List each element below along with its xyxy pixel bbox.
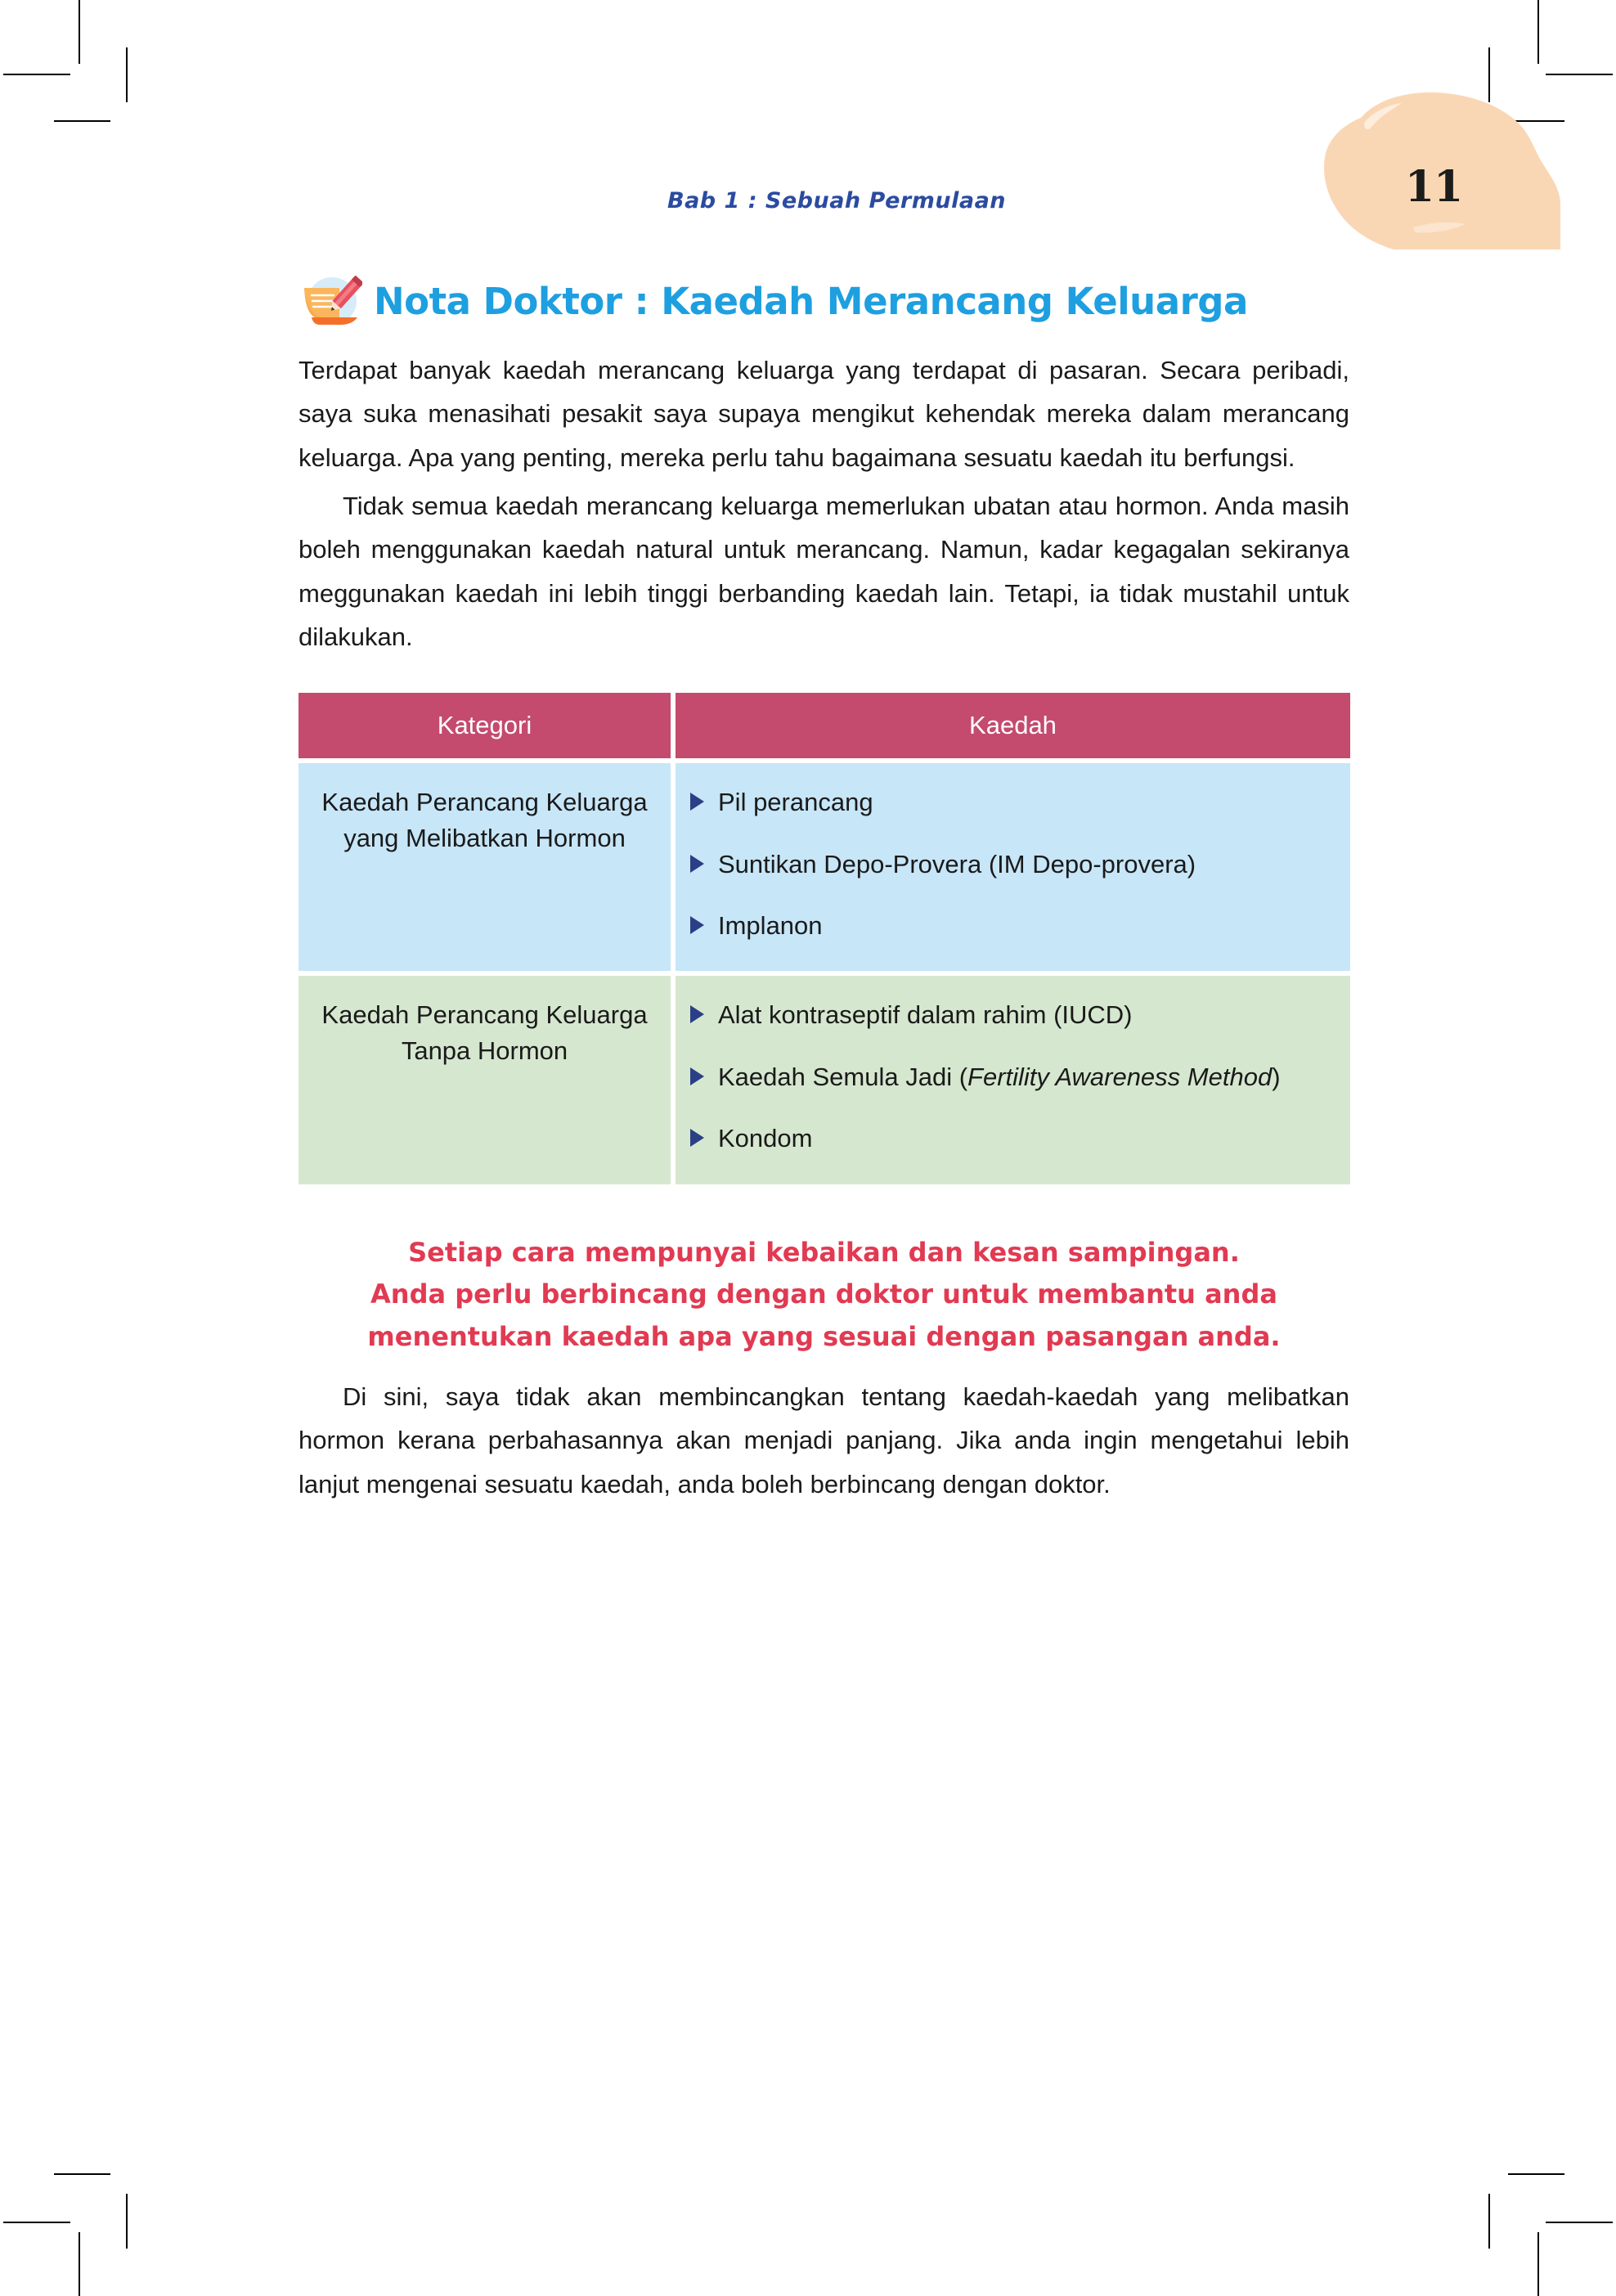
paragraph-intro: Terdapat banyak kaedah merancang keluarga yang terdapat di pasaran. Secara peribadi, saya suka menasihati pesakit saya supaya mengikut kehendak mereka dalam merancang keluarga. Apa yang penting, mereka perlu tahu bagaimana sesuatu kaedah itu berfungsi. [299,356,1349,472]
emphasis-line-2: Anda perlu berbincang dengan doktor untuk membantu anda [370,1278,1277,1310]
list-item [690,1121,1335,1156]
running-header: Bab 1 : Sebuah Permulaan [667,188,1007,213]
crop-mark-bleed-top-left-h [3,74,70,75]
crop-mark-bleed-bottom-left-v [79,2232,80,2296]
crop-mark-trim-bottom-right-v [1488,2194,1490,2249]
method-label: Kaedah Semula Jadi ( [718,1062,968,1091]
emphasis-callout [299,1232,1349,1359]
method-label: Suntikan Depo-Provera (IM Depo-provera) [718,849,1196,878]
triangle-bullet-icon [690,916,704,934]
methods-list-non-hormonal [690,997,1335,1156]
list-item [690,1059,1335,1094]
emphasis-line-1: Setiap cara mempunyai kebaikan dan kesan sampingan. [408,1236,1240,1268]
method-label: Alat kontraseptif dalam rahim (IUCD) [718,1000,1133,1030]
table-header-kaedah: Kaedah [676,693,1350,758]
triangle-bullet-icon [690,855,704,873]
method-label-italic: Fertility Awareness Method [967,1062,1273,1091]
method-label-after: ) [1272,1062,1281,1091]
crop-mark-trim-bottom-left-h [54,2173,110,2175]
triangle-bullet-icon [690,793,704,811]
crop-mark-trim-bottom-left-v [126,2194,128,2249]
crop-mark-bleed-top-right-h [1546,74,1613,75]
page-number: 11 [1404,162,1463,212]
table-cell-methods-hormonal [676,763,1350,971]
note-pencil-icon [299,272,362,330]
list-item [690,847,1335,882]
section-title-row [299,272,1349,330]
method-label: Kondom [718,1124,813,1153]
triangle-bullet-icon [690,1067,704,1085]
page-content [299,272,1349,1511]
table-row-non-hormonal [299,976,1350,1184]
crop-mark-bleed-bottom-left-h [3,2222,70,2223]
table-header-kategori: Kategori [299,693,671,758]
triangle-bullet-icon [690,1129,704,1147]
crop-mark-bleed-bottom-right-h [1546,2222,1613,2223]
family-planning-methods-table [294,688,1355,1188]
table-cell-category-non-hormonal: Kaedah Perancang Keluarga Tanpa Hormon [299,976,671,1184]
crop-mark-bleed-bottom-right-v [1537,2232,1539,2296]
crop-mark-trim-top-left-h [54,120,110,122]
crop-mark-trim-bottom-right-h [1508,2173,1564,2175]
crop-mark-bleed-top-left-v [79,0,80,64]
list-item [690,997,1335,1032]
table-row-hormonal [299,763,1350,971]
triangle-bullet-icon [690,1005,704,1023]
method-label: Implanon [718,910,823,940]
method-label: Pil perancang [718,788,873,817]
table-cell-category-hormonal: Kaedah Perancang Keluarga yang Melibatkan Hormon [299,763,671,971]
section-title: Nota Doktor : Kaedah Merancang Keluarga [374,279,1248,323]
paragraph-natural-methods: Tidak semua kaedah merancang keluarga memerlukan ubatan atau hormon. Anda masih boleh menggunakan kaedah natural untuk merancang. Namun, kadar kegagalan sekiranya meggunakan kaedah ini lebih tinggi berbanding kaedah lain. Tetapi, ia tidak mustahil untuk dilakukan. [299,491,1349,651]
list-item [690,908,1335,943]
crop-mark-bleed-top-right-v [1537,0,1539,64]
table-cell-methods-non-hormonal [676,976,1350,1184]
emphasis-line-3: menentukan kaedah apa yang sesuai dengan pasangan anda. [367,1321,1281,1353]
paragraph-closing: Di sini, saya tidak akan membincangkan tentang kaedah-kaedah yang melibatkan hormon kerana perbahasannya akan menjadi panjang. Jika anda ingin mengetahui lebih lanjut mengenai sesuatu kaedah, anda boleh berbincang dengan doktor. [299,1382,1349,1498]
crop-mark-trim-top-left-v [126,47,128,102]
methods-list-hormonal [690,784,1335,943]
list-item [690,784,1335,820]
table-header-row [299,693,1350,758]
